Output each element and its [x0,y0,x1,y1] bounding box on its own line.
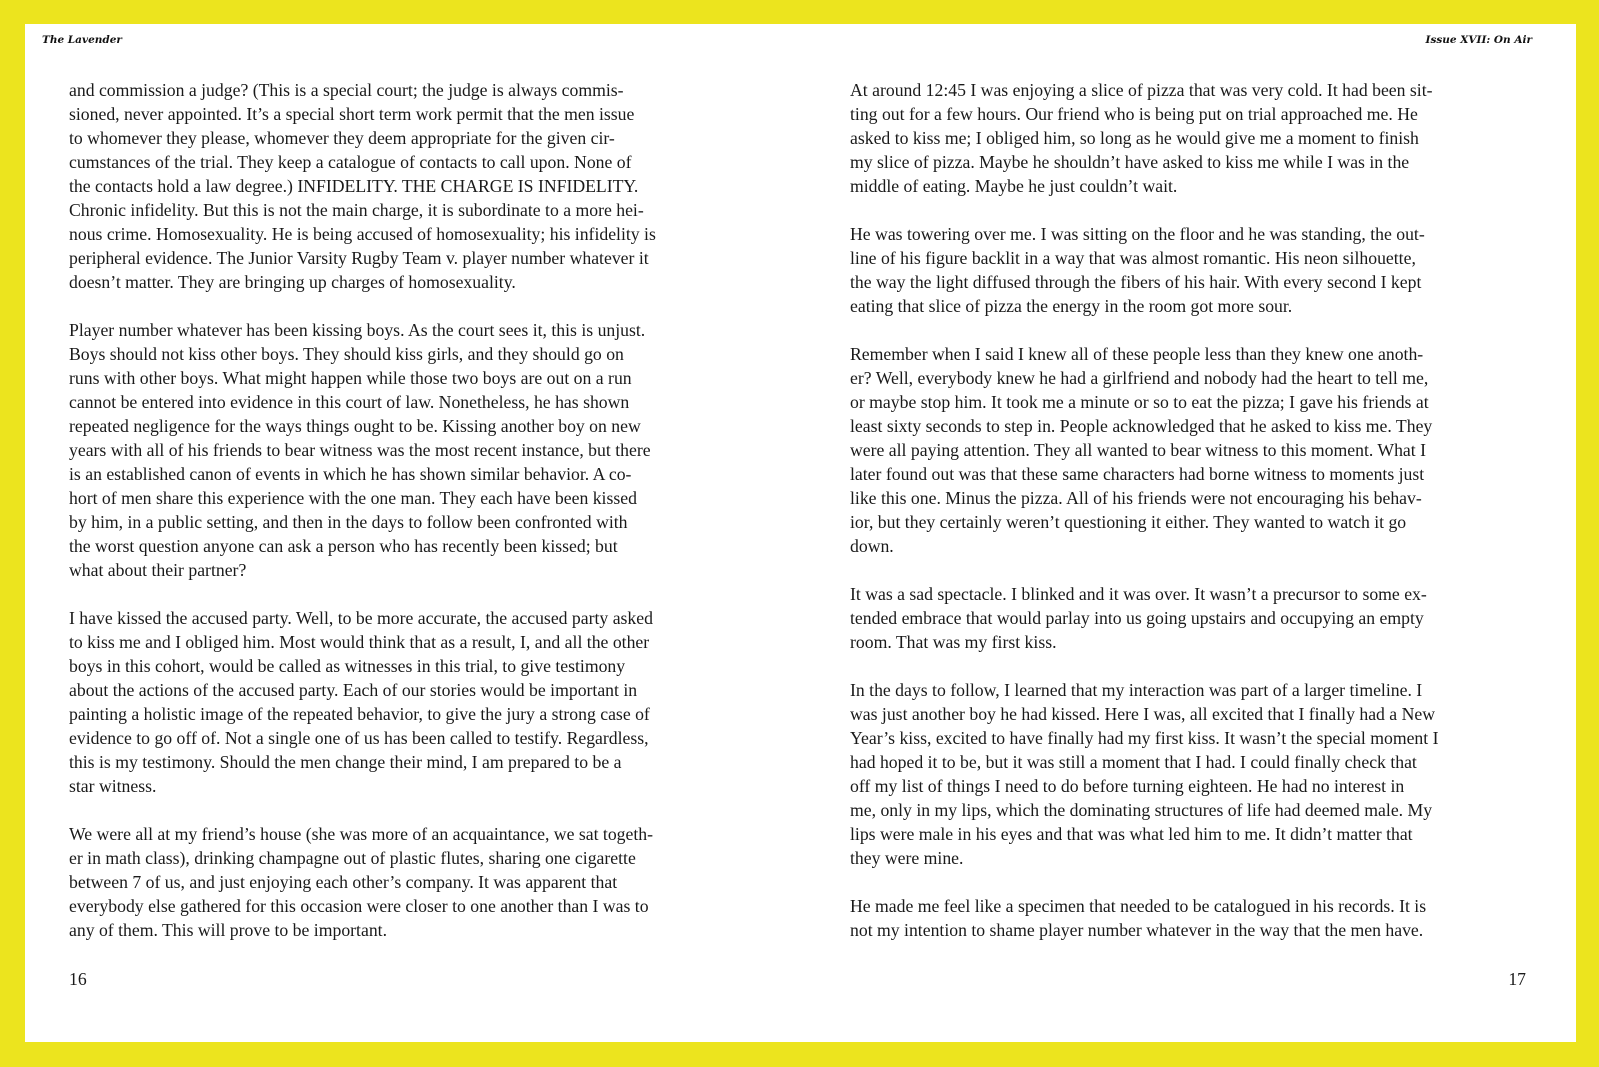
right-paragraph-1: At around 12:45 I was enjoying a slice of pizza that was very cold. It had been sit- ting out for a few hours. Our friend who is being put on trial approached me. He asked to kiss me; I obliged him, so long as he would give me a moment to finish my slice of pizza. Maybe he shouldn’t have asked to kiss me while I was in the middle of eating. Maybe he just couldn’t wait. [850,80,1433,196]
left-paragraph-4: We were all at my friend’s house (she was more of an acquaintance, we sat togeth- er in math class), drinking champagne out of plastic flutes, sharing one cigarette between 7 of us, and just enjoying each other’s company. It was apparent that everybody else gathered for this occasion were closer to one another than I was to any of them. This will prove to be important. [69,824,654,940]
page-number-right: 17 [1508,969,1526,989]
right-paragraph-2: He was towering over me. I was sitting on the floor and he was standing, the out- line of his figure backlit in a way that was almost romantic. His neon silhouette, the way the light diffused through the fibers of his hair. With every second I kept eating that slice of pizza the energy in the room got more sour. [850,224,1425,316]
right-paragraph-5: In the days to follow, I learned that my interaction was part of a larger timeline. I was just another boy he had kissed. Here I was, all excited that I finally had a New Year’s kiss, excited to have finally had my first kiss. It wasn’t the special moment I had hoped it to be, but it was still a moment that I had. I could finally check that off my list of things I need to do before turning eighteen. He had no interest in me, only in my lips, which the dominating structures of life had deemed male. My lips were male in his eyes and that was what led him to me. It didn’t matter that they were mine. [850,680,1439,868]
spread [25,24,1576,1042]
left-page-body [69,78,751,942]
running-head-right: Issue XVII: On Air [1425,34,1532,46]
right-paragraph-3: Remember when I said I knew all of these people less than they knew one anoth- er? Well, everybody knew he had a girlfriend and nobody had the heart to tell me, or maybe stop him. It took me a minute or so to eat the pizza; I gave his friends at least sixty seconds to step in. People acknowledged that he asked to kiss me. They were all paying attention. They all wanted to bear witness to this moment. What I later found out was that these same characters had borne witness to moments just like this one. Minus the pizza. All of his friends were not encouraging his behav- ior, but they certainly weren’t questioning it either. They wanted to watch it go down. [850,344,1433,556]
right-paragraph-4: It was a sad spectacle. I blinked and it was over. It wasn’t a precursor to some ex- tended embrace that would parlay into us going upstairs and occupying an empty room. That was my first kiss. [850,584,1427,652]
left-paragraph-3: I have kissed the accused party. Well, to be more accurate, the accused party asked to kiss me and I obliged him. Most would think that as a result, I, and all the other boys in this cohort, would be called as witnesses in this trial, to give testimony about the actions of the accused party. Each of our stories would be important in painting a holistic image of the repeated behavior, to give the jury a strong case of evidence to go off of. Not a single one of us has been called to testify. Regardless, this is my testimony. Should the men change their mind, I am prepared to be a star witness. [69,608,653,796]
left-paragraph-2: Player number whatever has been kissing boys. As the court sees it, this is unjust. Boys should not kiss other boys. They should kiss girls, and they should go on runs with other boys. What might happen while those two boys are out on a run cannot be entered into evidence in this court of law. Nonetheless, he has shown repeated negligence for the ways things ought to be. Kissing another boy on new years with all of his friends to bear witness was the most recent instance, but there is an established canon of events in which he has shown similar behavior. A co- hort of men share this experience with the one man. They each have been kissed by him, in a public setting, and then in the days to follow been confronted with the worst question anyone can ask a person who has recently been kissed; but what about their partner? [69,320,651,580]
running-head-left: The Lavender [42,34,122,46]
left-paragraph-1: and commission a judge? (This is a special court; the judge is always commis- sioned, never appointed. It’s a special short term work permit that the men issue to whomever they please, whomever they deem appropriate for the given cir- cumstances of the trial. They keep a catalogue of contacts to call upon. None of the contacts hold a law degree.) INFIDELITY. THE CHARGE IS INFIDELITY. Chronic infidelity. But this is not the main charge, it is subordinate to a more hei- nous crime. Homosexuality. He is being accused of homosexuality; his infidelity is peripheral evidence. The Junior Varsity Rugby Team v. player number whatever it doesn’t matter. They are bringing up charges of homosexuality. [69,80,656,292]
page-number-left: 16 [69,969,87,989]
right-paragraph-6: He made me feel like a specimen that needed to be catalogued in his records. It is not my intention to shame player number whatever in the way that the men have. [850,896,1427,940]
right-page-body [850,78,1532,942]
